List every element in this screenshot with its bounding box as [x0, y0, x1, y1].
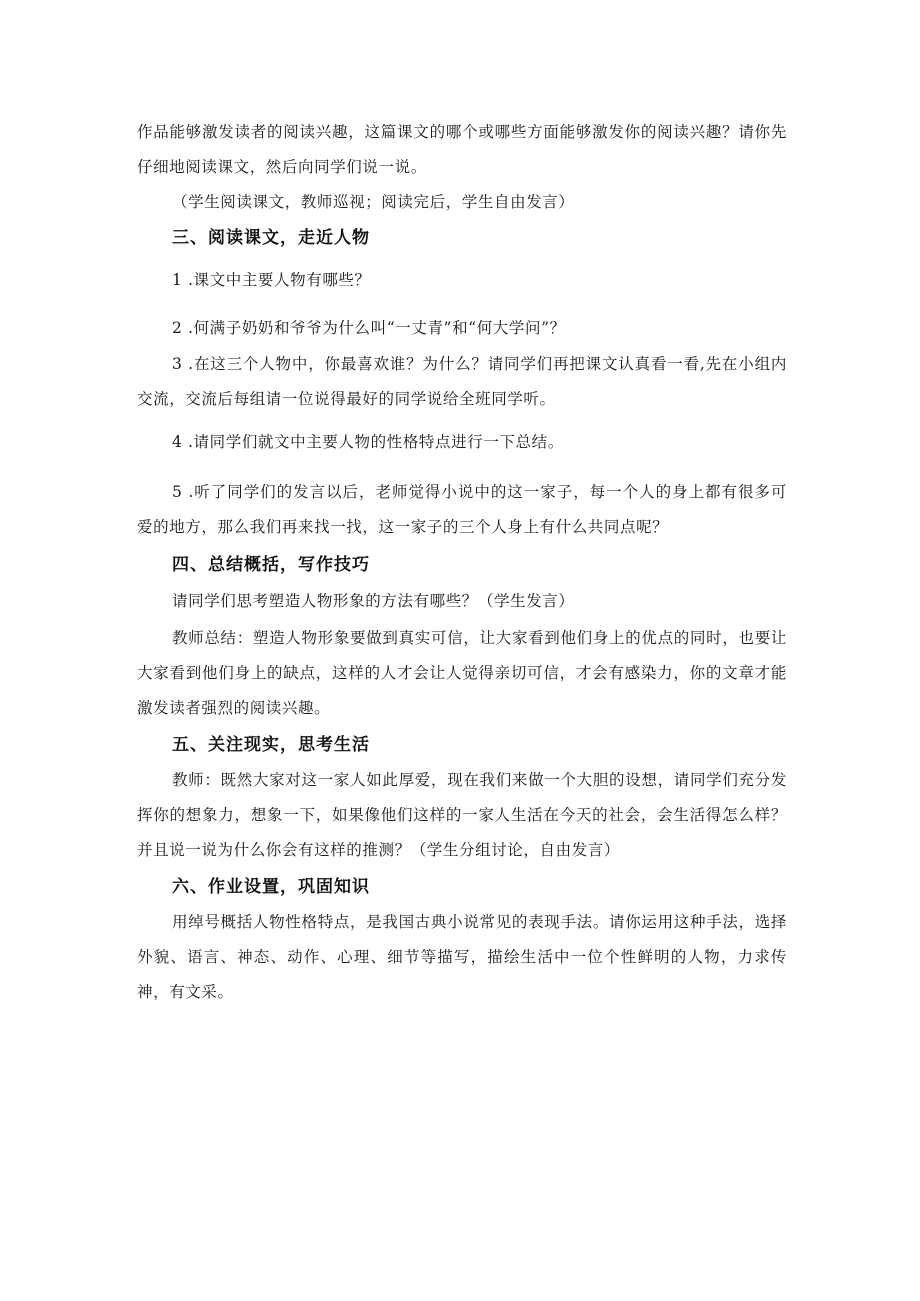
question-3: 3 .在这三个人物中，你最喜欢谁？为什么？请同学们再把课文认真看一看,先在小组内交流，交流后每组请一位说得最好的同学说给全班同学听。 [137, 355, 787, 408]
section-heading-5: 五、关注现实，思考生活 [172, 735, 370, 755]
question-2: 2 .何满子奶奶和爷爷为什么叫“一丈青”和“何大学问”？ [172, 319, 566, 337]
intro-note: （学生阅读课文，教师巡视；阅读完后，学生自由发言） [172, 193, 575, 211]
section-heading-4: 四、总结概括，写作技巧 [172, 555, 370, 575]
section-heading-6: 六、作业设置，巩固知识 [172, 877, 370, 897]
section4-paragraph-1: 请同学们思考塑造人物形象的方法有哪些？（学生发言） [172, 592, 575, 610]
intro-paragraph: 作品能够激发读者的阅读兴趣，这篇课文的哪个或哪些方面能够激发你的阅读兴趣？请你先仔细地阅读课文，然后向同学们说一说。 [137, 123, 787, 176]
question-5: 5 .听了同学们的发言以后，老师觉得小说中的这一家子，每一个人的身上都有很多可爱的地方，那么我们再来找一找，这一家子的三个人身上有什么共同点呢？ [137, 483, 787, 536]
section4-paragraph-2: 教师总结：塑造人物形象要做到真实可信，让大家看到他们身上的优点的同时，也要让大家看到他们身上的缺点，这样的人才会让人觉得亲切可信，才会有感染力，你的文章才能激发读者强烈的阅读兴趣。 [137, 629, 787, 717]
section5-paragraph-1: 教师：既然大家对这一家人如此厚爱，现在我们来做一个大胆的设想，请同学们充分发挥你的想象力，想象一下，如果像他们这样的一家人生活在今天的社会，会生活得怎么样？并且说一说为什么你会有这样的推测？（学生分组讨论，自由发言） [137, 771, 787, 859]
question-1: 1 .课文中主要人物有哪些？ [172, 271, 371, 289]
section-heading-3: 三、阅读课文，走近人物 [172, 228, 370, 248]
question-4: 4 .请同学们就文中主要人物的性格特点进行一下总结。 [172, 433, 564, 451]
section6-paragraph-1: 用绰号概括人物性格特点，是我国古典小说常见的表现手法。请你运用这种手法，选择外貌、语言、神态、动作、心理、细节等描写，描绘生活中一位个性鲜明的人物，力求传神，有文采。 [137, 913, 787, 1001]
